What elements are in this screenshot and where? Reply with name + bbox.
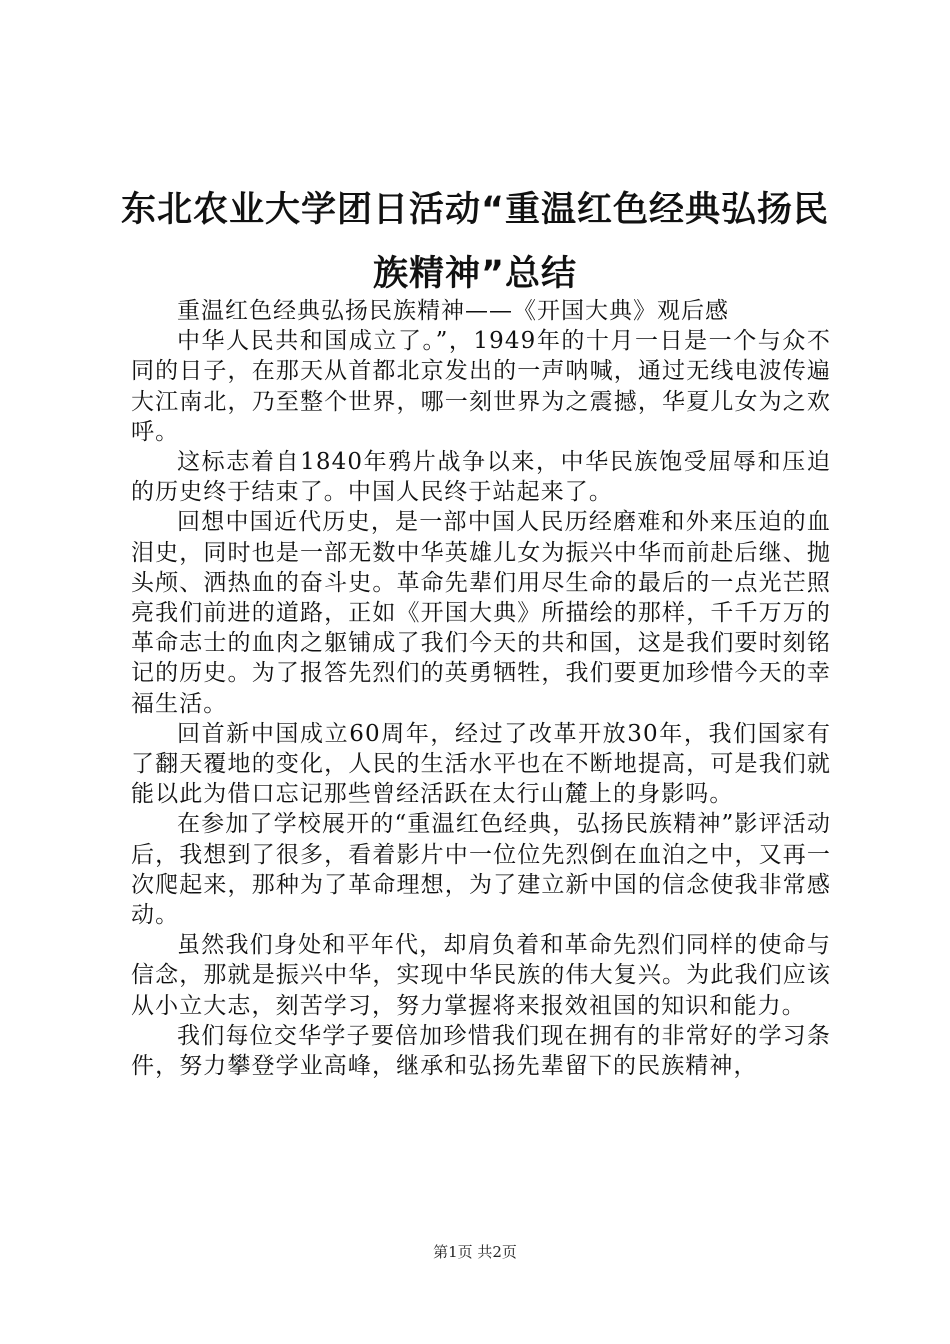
title-line-1: 东北农业大学团日活动“重温红色经典弘扬民 (120, 190, 829, 230)
paragraph-1: 中华人民共和国成立了。”，1949年的十月一日是一个与众不同的日子，在那天从首都北京发出的一声呐喊，通过无线电波传遍大江南北，乃至整个世界，哪一刻世界为之震撼，华夏儿女为之欢呼。 (131, 328, 831, 445)
document-subtitle: 重温红色经典弘扬民族精神——《开国大典》观后感 (177, 298, 729, 324)
paragraph-4: 回首新中国成立60周年，经过了改革开放30年，我们国家有了翻天覆地的变化，人民的生活水平也在不断地提高，可是我们就能以此为借口忘记那些曾经活跃在太行山麓上的身影吗。 (131, 720, 831, 808)
paragraph-3: 回想中国近代历史，是一部中国人民历经磨难和外来压迫的血泪史，同时也是一部无数中华英雄儿女为振兴中华而前赴后继、抛头颅、洒热血的奋斗史。革命先辈们用尽生命的最后的一点光芒照亮我们前进的道路，正如《开国大典》所描绘的那样，千千万万的革命志士的血肉之躯铺成了我们今天的共和国，这是我们要时刻铭记的历史。为了报答先烈们的英勇牺牲，我们要更加珍惜今天的幸福生活。 (131, 509, 831, 717)
document-body (131, 296, 831, 1081)
paragraph-6: 虽然我们身处和平年代，却肩负着和革命先烈们同样的使命与信念，那就是振兴中华，实现中华民族的伟大复兴。为此我们应该从小立大志，刻苦学习，努力掌握将来报效祖国的知识和能力。 (131, 932, 831, 1019)
paragraph-5: 在参加了学校展开的“重温红色经典，弘扬民族精神”影评活动后，我想到了很多，看着影片中一位位先烈倒在血泊之中，又再一次爬起来，那种为了革命理想，为了建立新中国的信念使我非常感动。 (131, 811, 831, 929)
paragraph-7: 我们每位交华学子要倍加珍惜我们现在拥有的非常好的学习条件，努力攀登学业高峰，继承和弘扬先辈留下的民族精神， (131, 1022, 831, 1080)
document-title (118, 178, 832, 306)
page-footer: 第1页 共2页 (433, 1243, 517, 1261)
paragraph-2: 这标志着自1840年鸦片战争以来，中华民族饱受屈辱和压迫的历史终于结束了。中国人民终于站起来了。 (131, 449, 831, 506)
title-line-2: 族精神”总结 (372, 254, 577, 294)
